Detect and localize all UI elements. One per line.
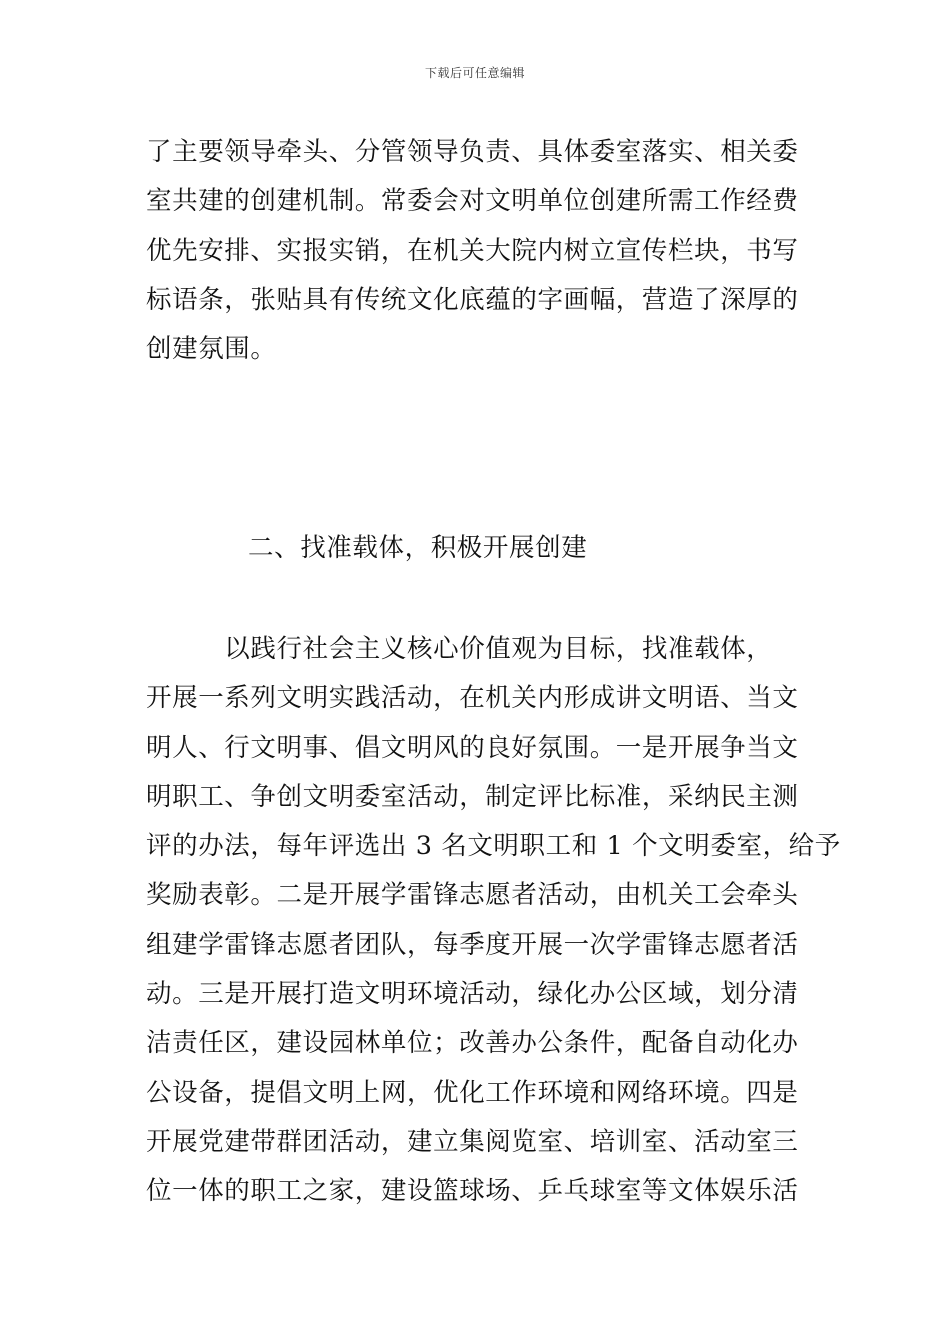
paragraph-line: 了主要领导牵头、分管领导负责、具体委室落实、相关委 — [146, 137, 799, 167]
paragraph-line: 洁责任区，建设园林单位；改善办公条件，配备自动化办 — [146, 1028, 799, 1059]
paragraph-line: 优先安排、实报实销，在机关大院内树立宣传栏块，书写 — [146, 235, 799, 266]
paragraph-line: 室共建的创建机制。常委会对文明单位创建所需工作经费 — [146, 186, 799, 217]
paragraph-line: 创建氛围。 — [146, 334, 277, 365]
paragraph-line: 明职工、争创文明委室活动，制定评比标准，采纳民主测 — [146, 781, 799, 812]
paragraph-line: 评的办法，每年评选出 3 名文明职工和 1 个文明委室，给予 — [146, 831, 841, 862]
section-heading: 二、找准载体，积极开展创建 — [248, 533, 588, 563]
paragraph-line: 公设备，提倡文明上网，优化工作环境和网络环境。四是 — [146, 1077, 799, 1108]
paragraph-line: 奖励表彰。二是开展学雷锋志愿者活动，由机关工会牵头 — [146, 880, 799, 911]
paragraph-line: 开展党建带群团活动，建立集阅览室、培训室、活动室三 — [146, 1126, 799, 1157]
paragraph-line: 明人、行文明事、倡文明风的良好氛围。一是开展争当文 — [146, 732, 799, 763]
paragraph-line: 开展一系列文明实践活动，在机关内形成讲文明语、当文 — [146, 683, 799, 714]
paragraph-line: 标语条，张贴具有传统文化底蕴的字画幅，营造了深厚的 — [146, 284, 799, 315]
paragraph-1 — [146, 128, 810, 374]
page-header: 下载后可任意编辑 — [424, 66, 525, 80]
paragraph-2 — [146, 625, 841, 1217]
paragraph-line: 位一体的职工之家，建设篮球场、乒乓球室等文体娱乐活 — [146, 1176, 799, 1207]
paragraph-line: 动。三是开展打造文明环境活动，绿化办公区域，划分清 — [146, 979, 799, 1010]
paragraph-line: 组建学雷锋志愿者团队，每季度开展一次学雷锋志愿者活 — [146, 929, 799, 960]
paragraph-line: 以践行社会主义核心价值观为目标，找准载体， — [146, 634, 773, 664]
